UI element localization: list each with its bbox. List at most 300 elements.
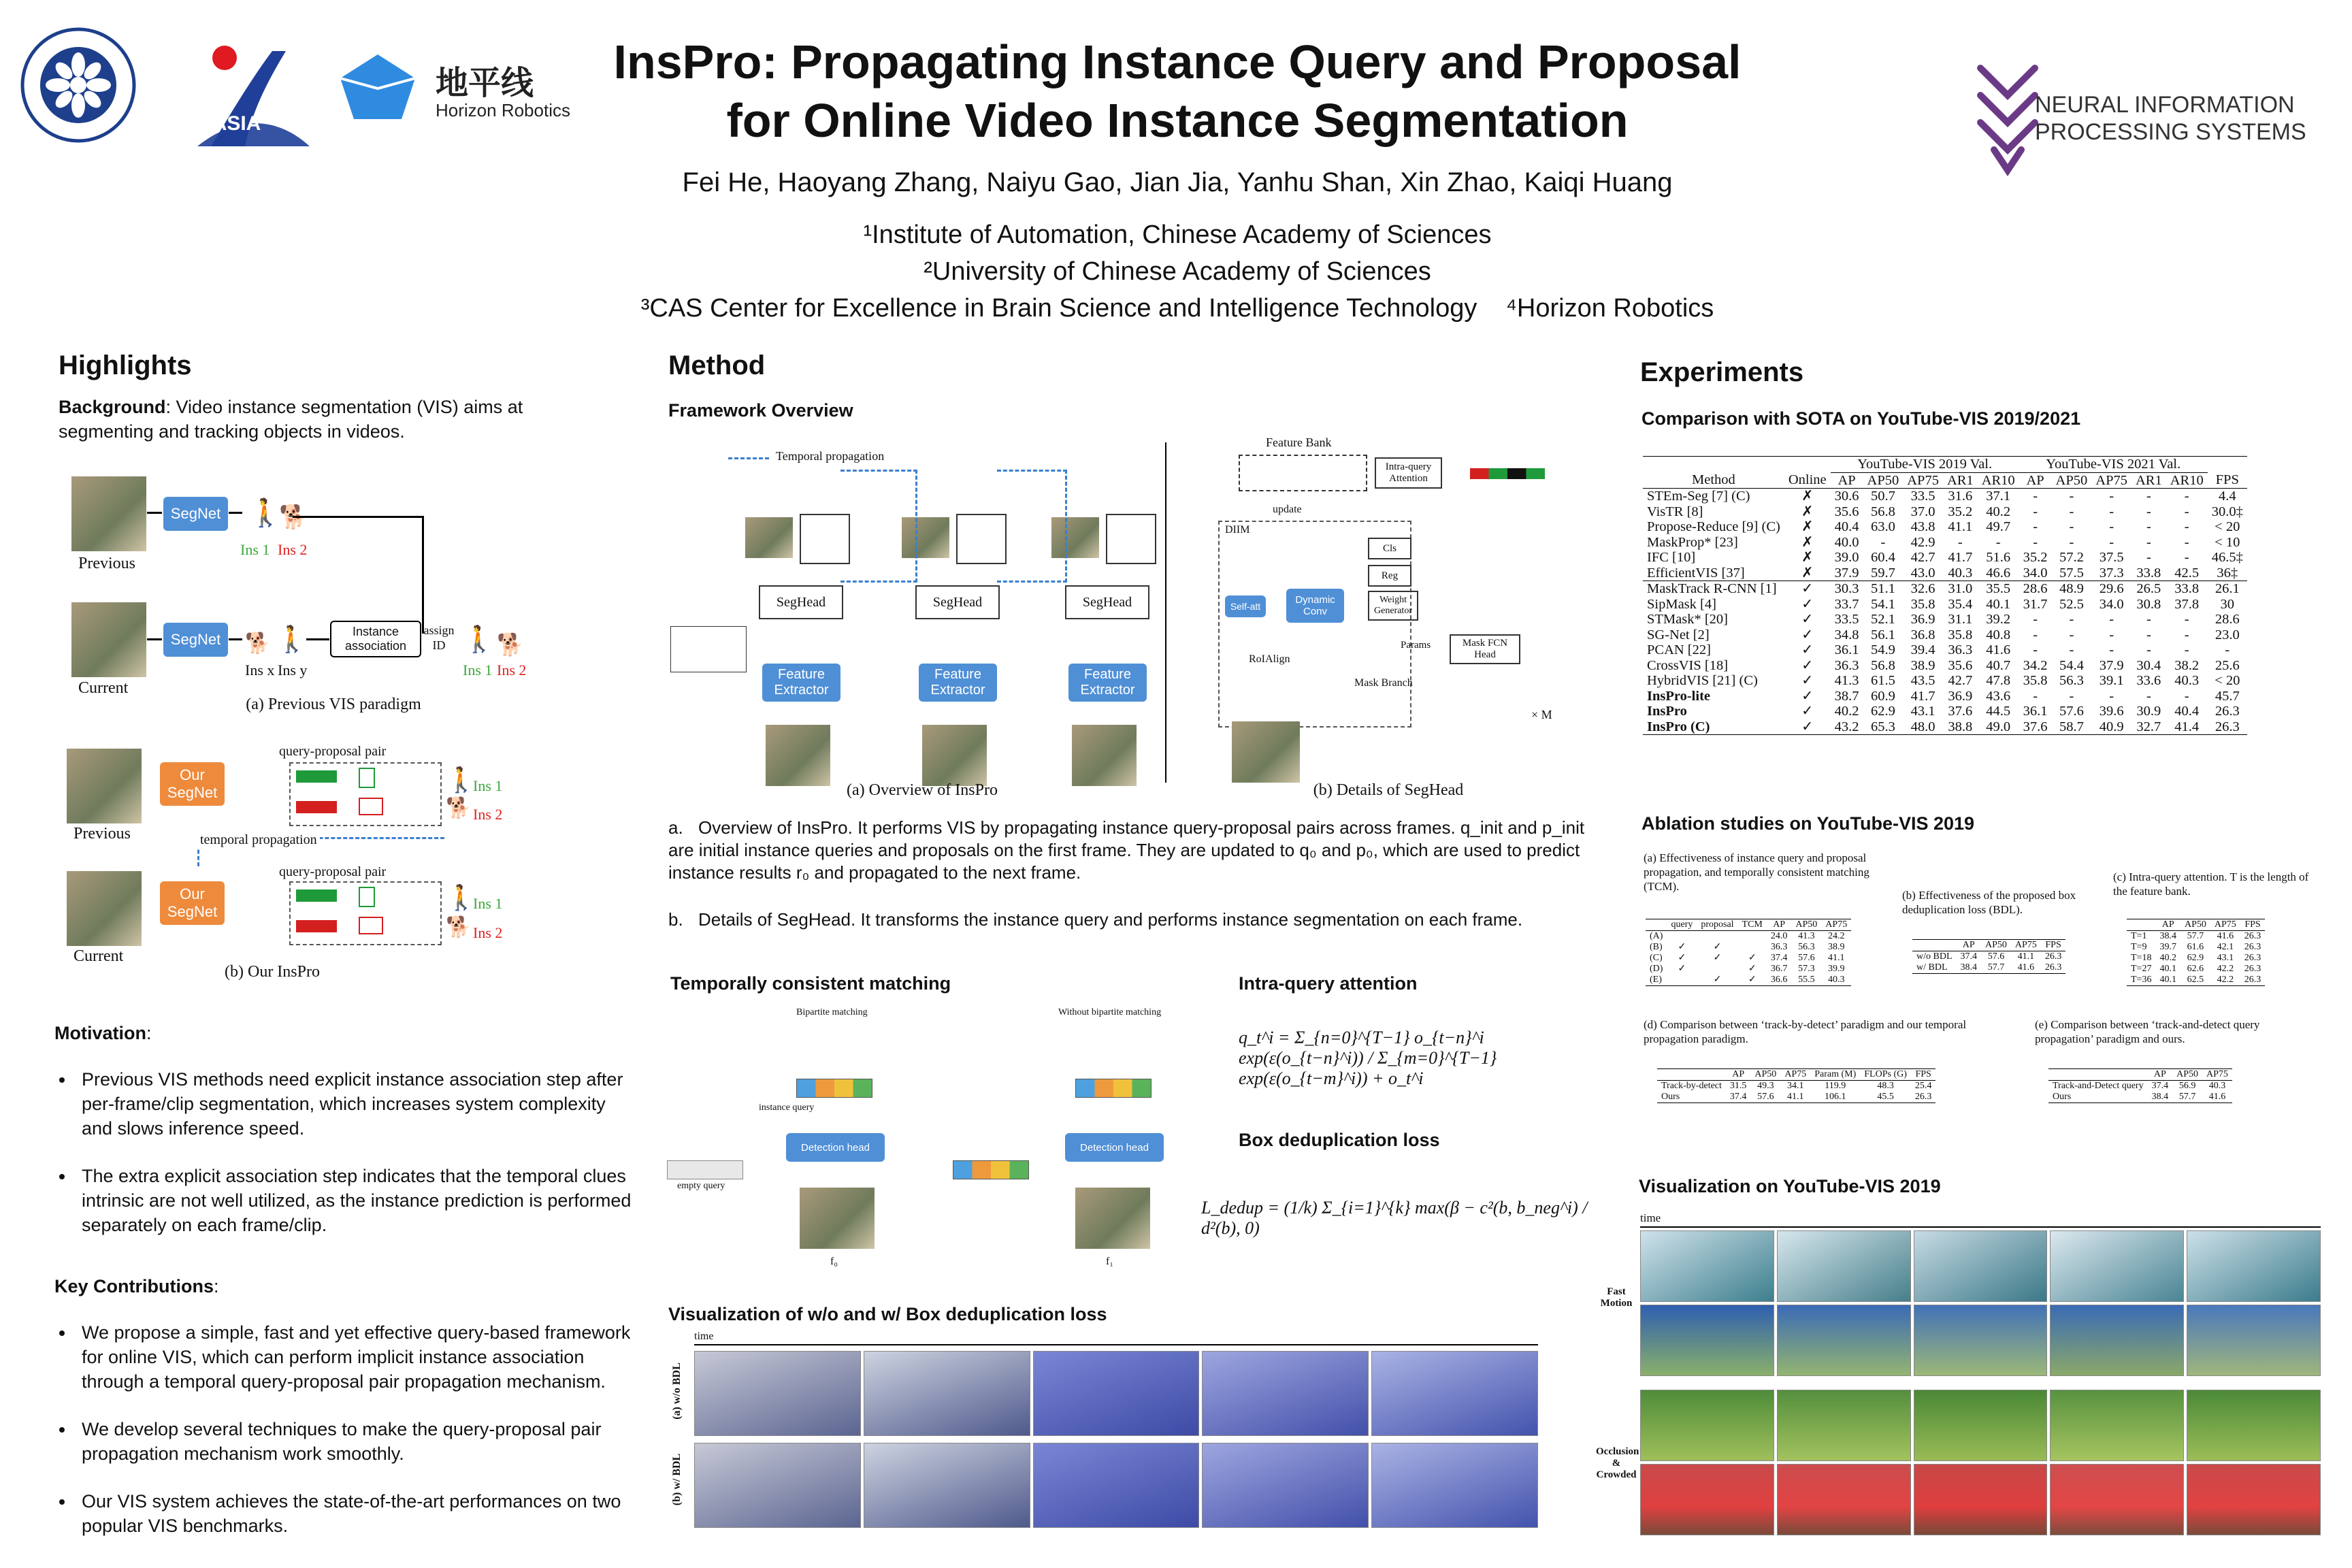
table-cell: - bbox=[1995, 534, 2001, 550]
table-cell: 57.2 bbox=[2059, 550, 2084, 565]
feature-extractor-box: Feature Extractor bbox=[919, 664, 997, 702]
table-cell: 43.6 bbox=[1986, 688, 2011, 704]
table-cell: (A) bbox=[1650, 931, 1663, 941]
sota-table bbox=[1643, 456, 2247, 735]
current-frame-image bbox=[67, 871, 142, 946]
table-cell: - bbox=[2146, 489, 2151, 504]
table-cell: ✗ bbox=[1801, 504, 1814, 519]
table-header-cell: AP50 bbox=[1981, 940, 2011, 951]
table-cell: 24.2 bbox=[1828, 931, 1845, 941]
table-cell: 30.0‡ bbox=[2211, 504, 2243, 519]
table-header-cell: AP50 bbox=[1750, 1069, 1780, 1081]
table-cell: 61.5 bbox=[1870, 673, 1895, 688]
empty-query-slots bbox=[667, 1160, 743, 1179]
affiliation-3: ³CAS Center for Excellence in Brain Science and Intelligence Technology ⁴Horizon Robotics bbox=[640, 294, 1714, 323]
table-cell: 60.4 bbox=[1870, 550, 1895, 565]
table-cell: < 20 bbox=[2215, 673, 2240, 688]
note-a-label: a. bbox=[668, 817, 683, 838]
input-frame-image bbox=[1072, 725, 1137, 786]
arrow-icon bbox=[229, 638, 242, 640]
sota-body bbox=[1643, 489, 2247, 735]
table-cell: - bbox=[2184, 612, 2189, 627]
our-segnet-box-top: Our SegNet bbox=[160, 762, 225, 806]
frame-image bbox=[1777, 1390, 1911, 1461]
frame-image bbox=[1777, 1305, 1911, 1376]
table-cell bbox=[1667, 975, 1697, 986]
table-header-cell: Method bbox=[1643, 472, 1784, 489]
table-cell: IFC [10] bbox=[1647, 550, 1696, 565]
label-assign-id: assign ID bbox=[423, 623, 455, 652]
bdl-visualization bbox=[670, 1330, 1555, 1535]
frame-image bbox=[1777, 1464, 1911, 1535]
label-temporal-propagation: temporal propagation bbox=[197, 832, 320, 848]
table-cell: 25.6 bbox=[2215, 657, 2240, 673]
table-row bbox=[1657, 1092, 1936, 1103]
ablation-b-caption: (b) Effectiveness of the proposed box deduplication loss (BDL). bbox=[1902, 889, 2076, 916]
table-cell: 40.9 bbox=[2099, 719, 2124, 734]
table-cell: 52.5 bbox=[2059, 596, 2084, 612]
frame-image bbox=[1202, 1443, 1369, 1528]
table-row bbox=[2048, 1092, 2232, 1103]
table-cell: - bbox=[2146, 534, 2151, 550]
label-diim: DIIM bbox=[1225, 524, 1250, 536]
frame-feature-image bbox=[1232, 721, 1300, 783]
label-roialign: RoIAlign bbox=[1249, 653, 1290, 665]
label-ins1-bottom: Ins 1 bbox=[463, 662, 493, 679]
query-green-block bbox=[296, 889, 337, 902]
table-cell: 38.8 bbox=[1948, 719, 1973, 734]
table-header-cell: Online bbox=[1784, 472, 1831, 489]
table-cell: 39.2 bbox=[1986, 612, 2011, 627]
cas-seal-logo bbox=[20, 27, 136, 143]
table-row bbox=[1643, 704, 2247, 719]
table-cell: < 20 bbox=[2215, 519, 2240, 534]
table-cell: - bbox=[2109, 534, 2114, 550]
table-header-cell: AP50 bbox=[2172, 1069, 2202, 1081]
table-header-cell: AR10 bbox=[1978, 472, 2019, 489]
table-cell: 38.9 bbox=[1910, 657, 1936, 673]
table-cell: - bbox=[2146, 519, 2151, 534]
table-cell: 34.2 bbox=[2023, 657, 2048, 673]
sota-group-2019: YouTube-VIS 2019 Val. bbox=[1831, 457, 2019, 473]
table-cell: 39.7 bbox=[2159, 942, 2176, 952]
table-cell: 39.1 bbox=[2099, 673, 2124, 688]
table-cell: 36.1 bbox=[1834, 642, 1859, 657]
table-cell: 36.3 bbox=[1770, 942, 1788, 952]
table-cell: 41.3 bbox=[1834, 673, 1859, 688]
seghead-box: SegHead bbox=[915, 585, 1000, 619]
contribution-item: • We propose a simple, fast and yet effective query-based framework for online VIS, which can perform implicit instance association through a temporal query-proposal pair propagation mechanism. bbox=[75, 1320, 633, 1394]
table-cell: 30.4 bbox=[2136, 657, 2161, 673]
table-cell: 26.3 bbox=[2215, 719, 2240, 734]
background-text: : Video instance segmentation (VIS) aims at segmenting and tracking objects in videos. bbox=[59, 397, 523, 442]
method-heading: Method bbox=[668, 350, 766, 380]
table-cell: 38.9 bbox=[1828, 942, 1845, 952]
table-cell: 31.0 bbox=[1943, 581, 1978, 597]
table-cell: 41.6 bbox=[2208, 1092, 2226, 1102]
input-frame-image bbox=[922, 725, 987, 786]
table-cell: 37.4 bbox=[1960, 951, 1977, 962]
neurips-logo bbox=[1967, 54, 2321, 177]
previous-frame-image bbox=[67, 749, 142, 823]
time-arrow bbox=[694, 1344, 1538, 1345]
table-cell: - bbox=[2184, 642, 2189, 657]
table-cell: 26.3 bbox=[2244, 964, 2261, 974]
table-cell: 37.3 bbox=[2099, 565, 2124, 581]
frame-image bbox=[2050, 1305, 2184, 1376]
table-cell: 40.0 bbox=[1834, 534, 1859, 550]
table-cell: 26.3 bbox=[2244, 931, 2261, 941]
label-empty-query: empty query bbox=[677, 1181, 725, 1191]
bdl-formula: L_dedup = (1/k) Σ_{i=1}^{k} max(β − c²(b, b_neg^i) / d²(b), 0) bbox=[1201, 1198, 1588, 1238]
table-cell: (E) bbox=[1650, 975, 1662, 985]
table-cell: - bbox=[2109, 627, 2114, 642]
table-cell: 37.9 bbox=[2099, 657, 2124, 673]
table-row bbox=[1657, 1081, 1936, 1092]
table-cell: - bbox=[2146, 504, 2151, 519]
table-cell: 43.2 bbox=[1834, 719, 1859, 734]
table-cell: InsPro bbox=[1647, 704, 1687, 719]
intra-query-formula: q_t^i = Σ_{n=0}^{T−1} o_{t−n}^i exp(ε(o_{t−n}^i)) / Σ_{m=0}^{T−1} exp(ε(o_{t−m}^i)) + o_t^i bbox=[1239, 1028, 1497, 1088]
table-cell: Track-by-detect bbox=[1661, 1081, 1722, 1091]
table-cell: 57.6 bbox=[1987, 951, 2005, 962]
label-ins1-bottom: Ins 1 bbox=[473, 895, 503, 912]
table-cell: 36.3 bbox=[1948, 642, 1973, 657]
table-cell: STMask* [20] bbox=[1647, 612, 1729, 627]
table-cell: 37.9 bbox=[1834, 565, 1859, 581]
table-header-cell bbox=[1646, 919, 1667, 931]
table-header-cell: AP bbox=[1831, 472, 1863, 489]
label-query-proposal-pair: query-proposal pair bbox=[279, 864, 387, 879]
table-cell: 38.4 bbox=[2151, 1092, 2169, 1102]
table-cell: VisTR [8] bbox=[1647, 504, 1703, 519]
table-cell: 33.8 bbox=[2166, 581, 2208, 597]
table-cell: ✓ bbox=[1748, 964, 1757, 974]
table-cell: Ours bbox=[1661, 1092, 1680, 1102]
table-cell: w/ BDL bbox=[1916, 962, 1948, 973]
label-query-proposal-pair: query-proposal pair bbox=[279, 744, 387, 759]
frame-image bbox=[694, 1443, 861, 1528]
table-cell: ✓ bbox=[1678, 942, 1686, 952]
query-slots bbox=[1075, 1079, 1152, 1098]
table-row bbox=[2127, 964, 2265, 975]
ablation-b-table bbox=[1912, 939, 2065, 974]
ablation-c-caption: (c) Intra-query attention. T is the length of the feature bank. bbox=[2113, 870, 2309, 898]
frame-f1-image bbox=[1075, 1188, 1150, 1249]
table-cell: - bbox=[2033, 627, 2038, 642]
table-cell: 50.7 bbox=[1870, 489, 1895, 504]
table-cell: 36‡ bbox=[2217, 565, 2238, 581]
contribution-item: • We develop several techniques to make the query-proposal pair propagation mechanism work smoothly. bbox=[75, 1417, 633, 1466]
table-header-cell: FPS bbox=[2240, 919, 2266, 931]
table-cell: 42.1 bbox=[2217, 942, 2234, 952]
table-cell: 62.5 bbox=[2187, 975, 2204, 985]
table-cell: 26.3 bbox=[2244, 953, 2261, 963]
query-proposal-panel bbox=[1106, 514, 1156, 564]
table-row bbox=[1646, 942, 1851, 953]
table-header-row bbox=[1646, 919, 1851, 931]
sota-header-row bbox=[1643, 472, 2247, 489]
table-row bbox=[1646, 953, 1851, 964]
table-cell: 57.6 bbox=[1757, 1092, 1774, 1102]
person-icon: 🚶 bbox=[446, 766, 476, 794]
table-cell: 28.6 bbox=[2215, 612, 2240, 627]
table-cell: 39.0 bbox=[1834, 550, 1859, 565]
table-header-cell: FPS bbox=[1911, 1069, 1936, 1081]
table-cell: Track-and-Detect query bbox=[2053, 1081, 2144, 1091]
dog-icon: 🐕 bbox=[279, 504, 308, 530]
table-cell: 35.6 bbox=[1948, 657, 1973, 673]
table-cell: - bbox=[2069, 688, 2074, 704]
query-green-block bbox=[296, 770, 337, 783]
table-cell: w/o BDL bbox=[1916, 951, 1953, 962]
table-header-cell bbox=[2048, 1069, 2148, 1081]
motivation-list bbox=[54, 1067, 633, 1260]
table-cell: 49.0 bbox=[1986, 719, 2011, 734]
frame-image bbox=[1914, 1230, 2048, 1302]
frame-image bbox=[2050, 1230, 2184, 1302]
feature-bank-box bbox=[1239, 455, 1367, 491]
table-cell: 36.6 bbox=[1770, 975, 1788, 985]
table-cell: 38.7 bbox=[1834, 688, 1859, 704]
table-cell: 40.4 bbox=[1834, 519, 1859, 534]
table-cell: ✓ bbox=[1784, 581, 1831, 597]
table-header-row bbox=[1912, 940, 2065, 951]
table-cell: 46.6 bbox=[1986, 565, 2011, 581]
authors: Fei He, Haoyang Zhang, Naiyu Gao, Jian Jia, Yanhu Shan, Xin Zhao, Kaiqi Huang bbox=[682, 167, 1673, 197]
frame-image bbox=[2187, 1230, 2321, 1302]
table-cell: 40.7 bbox=[1986, 657, 2011, 673]
note-a bbox=[668, 817, 1594, 884]
figure-tcm bbox=[667, 1007, 1211, 1279]
table-cell: - bbox=[2109, 519, 2114, 534]
table-cell: 35.2 bbox=[1948, 504, 1973, 519]
label-update: update bbox=[1273, 504, 1302, 515]
youtube-vis-visualization bbox=[1596, 1211, 2331, 1552]
label-bipartite: Bipartite matching bbox=[796, 1007, 868, 1017]
table-cell: 41.6 bbox=[2217, 931, 2234, 941]
table-cell: InsPro-lite bbox=[1647, 688, 1711, 704]
dog-icon: 🐕 bbox=[446, 797, 472, 819]
casia-logo bbox=[184, 37, 313, 153]
frame-image bbox=[1640, 1390, 1774, 1461]
table-cell: ✓ bbox=[1801, 642, 1814, 657]
table-cell: 43.0 bbox=[1910, 565, 1936, 581]
label-time: time bbox=[1640, 1211, 1661, 1224]
table-cell: 40.3 bbox=[1948, 565, 1973, 581]
current-frame-image bbox=[71, 602, 146, 677]
table-header-cell: Param (M) bbox=[1810, 1069, 1860, 1081]
table-cell: 43.5 bbox=[1910, 673, 1936, 688]
table-cell: 51.1 bbox=[1863, 581, 1904, 597]
bdl-title: Box deduplication loss bbox=[1239, 1130, 1440, 1150]
frame-image bbox=[2050, 1390, 2184, 1461]
table-header-cell: AP75 bbox=[1903, 472, 1943, 489]
table-cell: - bbox=[2033, 688, 2038, 704]
table-cell: - bbox=[2146, 612, 2151, 627]
table-cell: - bbox=[2184, 550, 2189, 565]
table-header-cell: AP75 bbox=[2091, 472, 2132, 489]
label-feature-bank: Feature Bank bbox=[1266, 436, 1332, 449]
label-occlusion-crowded: Occlusion & Crowded bbox=[1596, 1446, 1639, 1480]
detection-head-box: Detection head bbox=[1065, 1133, 1164, 1162]
table-cell: 60.9 bbox=[1870, 688, 1895, 704]
table-cell: 35.8 bbox=[1910, 596, 1936, 612]
table-cell: HybridVIS [21] (C) bbox=[1647, 673, 1758, 688]
label-insy: Ins y bbox=[278, 662, 308, 679]
table-cell: 26.3 bbox=[2244, 942, 2261, 952]
table-header-cell: TCM bbox=[1738, 919, 1767, 931]
label-ins1-top: Ins 1 bbox=[473, 777, 503, 794]
result-image bbox=[745, 517, 793, 558]
table-header-cell: AP75 bbox=[2202, 1069, 2232, 1081]
table-cell: 37.4 bbox=[1729, 1092, 1747, 1102]
previous-frame-image bbox=[71, 476, 146, 551]
surf-frames bbox=[1640, 1230, 2321, 1302]
frame-column-0 bbox=[745, 483, 854, 789]
proposal-green-box bbox=[359, 887, 375, 907]
table-cell: 37.4 bbox=[2151, 1081, 2169, 1091]
table-cell: 26.3 bbox=[2244, 975, 2261, 985]
segnet-box-bottom: SegNet bbox=[163, 623, 228, 657]
motivation-item: • Previous VIS methods need explicit instance association step after per-frame/clip segmentation, which increases system complexity and slows inference speed. bbox=[75, 1067, 633, 1141]
table-cell: 41.1 bbox=[1828, 953, 1845, 963]
table-cell: 35.4 bbox=[1948, 596, 1973, 612]
table-cell: 40.2 bbox=[2159, 953, 2176, 963]
label-f1: f₁ bbox=[1106, 1256, 1113, 1267]
label-ins2-top: Ins 2 bbox=[278, 541, 308, 558]
figure-previous-paradigm bbox=[61, 470, 551, 721]
casia-logo-text: CASIA bbox=[197, 112, 261, 135]
affiliations bbox=[531, 216, 1824, 327]
self-att-box: Self-att bbox=[1225, 595, 1266, 617]
table-cell: 26.3 bbox=[2044, 962, 2062, 973]
table-cell: - bbox=[2109, 612, 2114, 627]
table-cell: ✗ bbox=[1801, 534, 1814, 550]
intra-query-title: Intra-query attention bbox=[1239, 973, 1418, 994]
arrow-icon bbox=[147, 512, 162, 514]
table-cell: Ours bbox=[2053, 1092, 2072, 1102]
ablation-e-table bbox=[2048, 1068, 2232, 1103]
table-cell: - bbox=[2109, 489, 2114, 504]
table-cell: 65.3 bbox=[1870, 719, 1895, 734]
frame-image bbox=[1914, 1464, 2048, 1535]
contributions-list bbox=[54, 1320, 633, 1561]
label-instance-query: instance query bbox=[759, 1102, 815, 1113]
table-header-cell: AP50 bbox=[2052, 472, 2092, 489]
table-cell: 26.3 bbox=[1914, 1092, 1932, 1102]
table-cell: 40.4 bbox=[2174, 704, 2200, 719]
label-ins2-bottom: Ins 2 bbox=[473, 924, 503, 941]
table-cell: - bbox=[2225, 642, 2230, 657]
table-cell: 41.7 bbox=[1948, 550, 1973, 565]
table-header-cell: AP75 bbox=[1821, 919, 1851, 931]
table-cell: - bbox=[2069, 642, 2074, 657]
neurips-logo-line2: PROCESSING SYSTEMS bbox=[2035, 119, 2306, 145]
table-cell: 41.6 bbox=[1986, 642, 2011, 657]
frame-image bbox=[1371, 1443, 1538, 1528]
table-row bbox=[1643, 612, 2247, 627]
ablation-c-table bbox=[2127, 919, 2265, 986]
table-cell: 39.9 bbox=[1828, 964, 1845, 974]
proposal-green-box bbox=[359, 768, 375, 788]
label-fast-motion: Fast Motion bbox=[1600, 1286, 1633, 1309]
table-cell: 40.3 bbox=[1828, 975, 1845, 985]
table-cell: 63.0 bbox=[1870, 519, 1895, 534]
table-row bbox=[1643, 535, 2247, 551]
input-frame-image bbox=[766, 725, 830, 786]
experiments-heading: Experiments bbox=[1640, 357, 1804, 387]
table-cell: - bbox=[2033, 504, 2038, 519]
table-cell: - bbox=[2033, 519, 2038, 534]
table-header-row bbox=[2048, 1069, 2232, 1081]
table-row bbox=[1643, 658, 2247, 674]
table-cell: CrossVIS [18] bbox=[1647, 657, 1729, 673]
table-cell bbox=[1738, 931, 1767, 943]
temporal-propagation-legend-line bbox=[728, 457, 769, 459]
dog-icon: 🐕 bbox=[497, 632, 524, 657]
title-line-1: InsPro: Propagating Instance Query and Proposal bbox=[613, 35, 1742, 88]
table-cell: 33.5 bbox=[1834, 612, 1859, 627]
poster-title bbox=[531, 33, 1824, 150]
frame-image bbox=[1914, 1305, 2048, 1376]
affiliation-2: ²University of Chinese Academy of Sciences bbox=[924, 257, 1431, 286]
table-cell: STEm-Seg [7] (C) bbox=[1647, 489, 1750, 504]
table-header-cell: AR10 bbox=[2166, 472, 2208, 489]
table-header-cell: AP75 bbox=[1780, 1069, 1810, 1081]
caption-overview: (a) Overview of InsPro bbox=[847, 781, 998, 799]
figure-overview-inspro bbox=[670, 442, 1160, 803]
frame-image bbox=[1640, 1305, 1774, 1376]
table-cell: (B) bbox=[1650, 942, 1663, 952]
table-cell: 42.2 bbox=[2217, 964, 2234, 974]
table-cell: (D) bbox=[1650, 964, 1663, 974]
instance-association-box: Instance association bbox=[330, 621, 421, 657]
table-cell: 30 bbox=[2220, 596, 2235, 612]
table-cell: 49.3 bbox=[1757, 1081, 1774, 1091]
person-icon: 🚶 bbox=[446, 883, 476, 911]
table-cell: ✓ bbox=[1801, 612, 1814, 627]
table-cell: 56.8 bbox=[1870, 504, 1895, 519]
table-cell: 41.1 bbox=[1787, 1092, 1804, 1102]
table-cell: 45.7 bbox=[2215, 688, 2240, 704]
tcm-title: Temporally consistent matching bbox=[670, 973, 951, 994]
table-row bbox=[2127, 953, 2265, 964]
table-cell: - bbox=[1880, 534, 1886, 550]
table-cell: 40.1 bbox=[2159, 964, 2176, 974]
table-cell: 56.1 bbox=[1870, 627, 1895, 642]
label-time: time bbox=[694, 1330, 714, 1342]
frame-image bbox=[1777, 1230, 1911, 1302]
table-cell: 31.1 bbox=[1948, 612, 1973, 627]
table-cell: 38.4 bbox=[1960, 962, 1977, 973]
table-cell: 33.6 bbox=[2136, 673, 2161, 688]
table-cell: 4.4 bbox=[2218, 489, 2236, 504]
frame-image bbox=[2050, 1464, 2184, 1535]
table-cell: 40.1 bbox=[1986, 596, 2011, 612]
table-cell: 39.6 bbox=[2099, 704, 2124, 719]
table-cell: 29.6 bbox=[2091, 581, 2132, 597]
table-header-cell: FLOPs (G) bbox=[1860, 1069, 1911, 1081]
frame-f0-image bbox=[800, 1188, 875, 1249]
table-cell: 24.0 bbox=[1770, 931, 1788, 941]
table-cell: 57.7 bbox=[2178, 1092, 2196, 1102]
cls-box: Cls bbox=[1368, 538, 1411, 559]
table-cell: T=1 bbox=[2131, 931, 2147, 941]
motivation-item: • The extra explicit association step indicates that the temporal clues intrinsic are not well utilized, as the instance prediction is performed separately on each frame/clip. bbox=[75, 1164, 633, 1237]
table-cell: - bbox=[2184, 627, 2189, 642]
table-cell: Propose-Reduce [9] (C) bbox=[1647, 519, 1780, 534]
